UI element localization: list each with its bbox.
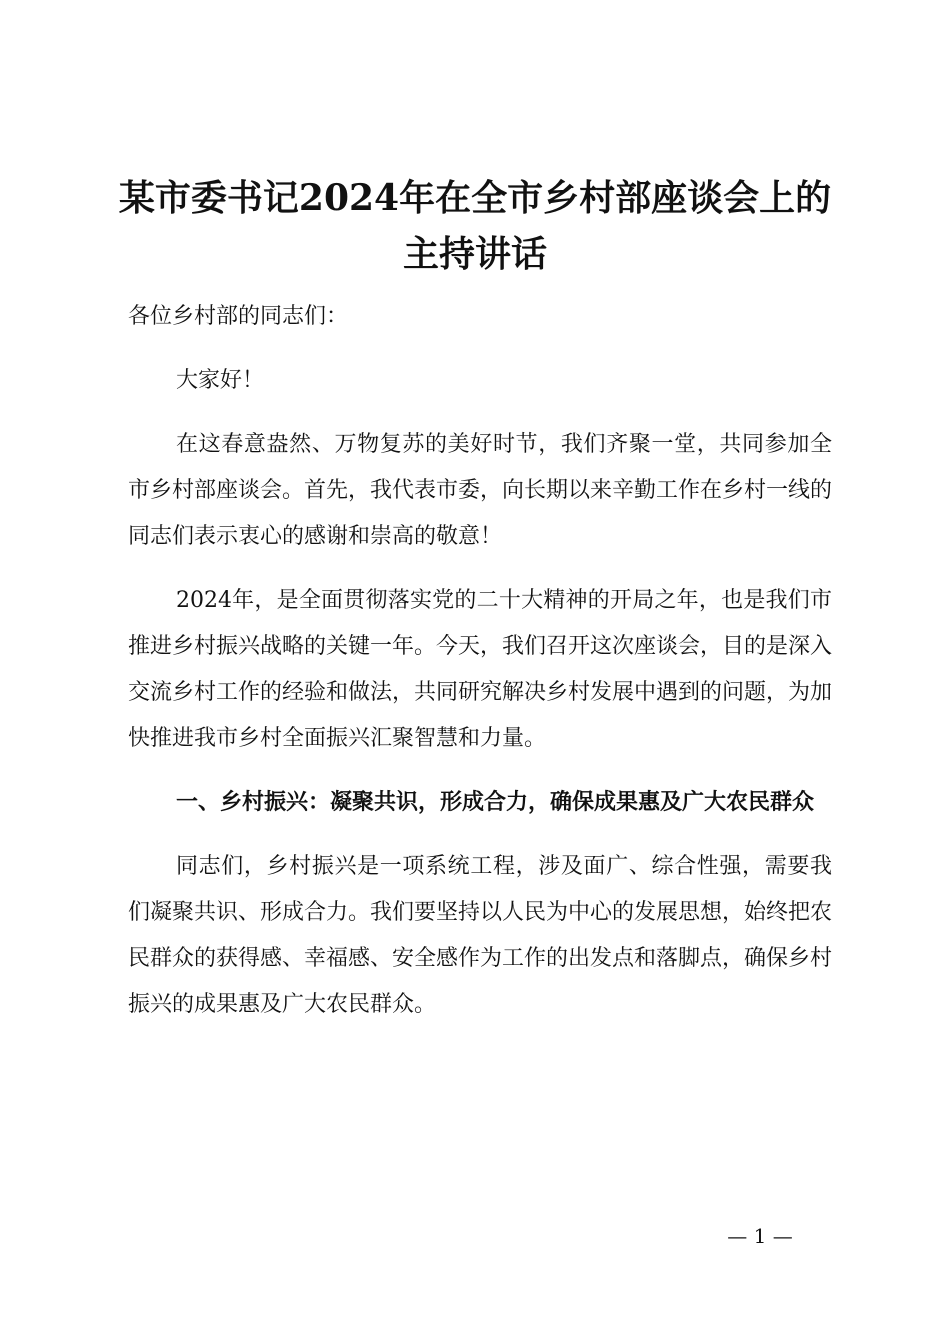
document-title xyxy=(100,170,850,282)
paragraph-purpose: 2024年，是全面贯彻落实党的二十大精神的开局之年，也是我们市推进乡村振兴战略的关键一年。今天，我们召开这次座谈会，目的是深入交流乡村工作的经验和做法，共同研究解决乡村发展中遇到的问题，为加快推进我市乡村全面振兴汇聚智慧和力量。 xyxy=(128,588,833,751)
paragraph-opening: 在这春意盎然、万物复苏的美好时节，我们齐聚一堂，共同参加全市乡村部座谈会。首先，我代表市委，向长期以来辛勤工作在乡村一线的同志们表示衷心的感谢和崇高的敬意！ xyxy=(128,432,833,549)
salutation: 各位乡村部的同志们： xyxy=(128,304,349,329)
paragraph-section-1: 同志们，乡村振兴是一项系统工程，涉及面广、综合性强，需要我们凝聚共识、形成合力。我们要坚持以人民为中心的发展思想，始终把农民群众的获得感、幸福感、安全感作为工作的出发点和落脚点，确保乡村振兴的成果惠及广大农民群众。 xyxy=(128,854,833,1017)
page-number: — 1 — xyxy=(727,1224,793,1248)
title-line-2: 主持讲话 xyxy=(402,233,547,275)
document-body xyxy=(128,294,832,1046)
greeting: 大家好！ xyxy=(175,368,264,393)
title-line-1: 某市委书记2024年在全市乡村部座谈会上的 xyxy=(118,177,832,219)
section-heading-1: 一、乡村振兴：凝聚共识，形成合力，确保成果惠及广大农民群众 xyxy=(175,790,814,815)
